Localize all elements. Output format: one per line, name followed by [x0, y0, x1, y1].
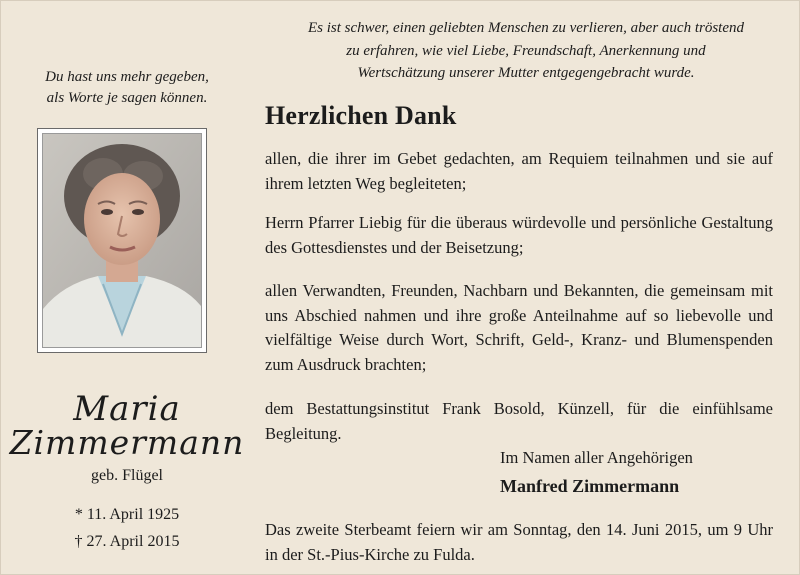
top-quote-line: zu erfahren, wie viel Liebe, Freundschaft, Anerkennung und	[346, 42, 706, 59]
birth-date: * 11. April 1925	[74, 506, 180, 523]
thanks-paragraph: allen Verwandten, Freunden, Nachbarn und Bekannten, die gemeinsam mit uns Abschied nahmen und ihre große Anteilnahme auf so liebevolle und vielfältige Weise durch Wort, Schrift, Geld-, Kranz- und Blumenspenden zum Ausdruck brachten;	[265, 281, 773, 374]
signature-intro: Im Namen aller Angehörigen	[500, 448, 693, 467]
signature-name: Manfred Zimmermann	[500, 476, 680, 496]
thanks-heading: Herzlichen Dank	[265, 101, 457, 130]
left-quote-line: als Worte je sagen können.	[46, 90, 208, 106]
portrait-frame	[37, 128, 207, 353]
top-quote	[259, 17, 793, 85]
death-date: † 27. April 2015	[74, 533, 180, 550]
birth-name: geb. Flügel	[91, 467, 163, 484]
thanks-paragraph: dem Bestattungsinstitut Frank Bosold, Künzell, für die einfühlsame Begleitung.	[265, 399, 773, 443]
closing-note: Das zweite Sterbeamt feiern wir am Sonntag, den 14. Juni 2015, um 9 Uhr in der St.-Pius-Kirche zu Fulda.	[265, 520, 773, 564]
life-dates	[9, 501, 245, 555]
deceased-last-name: Zimmermann	[9, 423, 245, 462]
portrait-photo	[42, 133, 202, 348]
top-quote-line: Wertschätzung unserer Mutter entgegengebracht wurde.	[357, 65, 695, 81]
thanks-paragraph: Herrn Pfarrer Liebig für die überaus würdevolle und persönliche Gestaltung des Gottesdienstes und der Beisetzung;	[265, 213, 773, 257]
top-quote-line: Es ist schwer, einen geliebten Menschen zu verlieren, aber auch tröstend	[307, 20, 744, 36]
left-quote-line: Du hast uns mehr gegeben,	[45, 69, 209, 85]
thanks-paragraph: allen, die ihrer im Gebet gedachten, am Requiem teilnahmen und sie auf ihrem letzten Weg begleiteten;	[265, 149, 773, 193]
deceased-first-name: Maria	[73, 389, 181, 429]
left-quote	[11, 67, 243, 109]
portrait-image	[43, 134, 201, 347]
